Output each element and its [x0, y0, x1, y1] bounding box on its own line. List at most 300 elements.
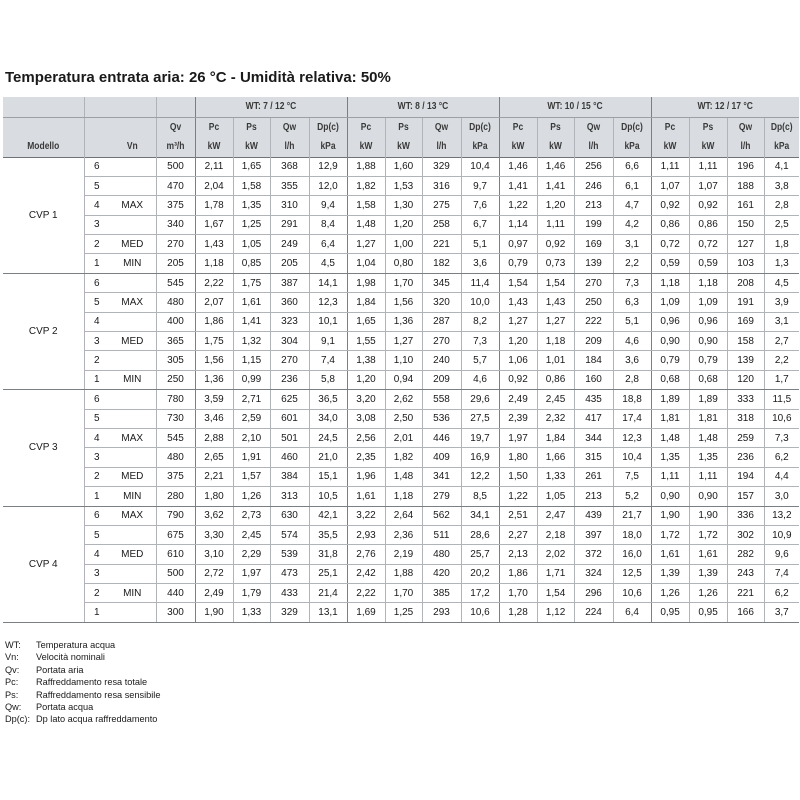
data-cell: 3,9 [764, 293, 799, 312]
table-row [3, 312, 799, 331]
data-cell: 3,30 [195, 525, 233, 544]
data-cell: 160 [574, 370, 613, 389]
header-group-row [3, 97, 799, 117]
data-cell: 1,11 [651, 157, 689, 176]
data-cell: 1,20 [537, 196, 574, 215]
data-cell: 240 [422, 351, 461, 370]
data-cell: 139 [727, 351, 764, 370]
table-row [3, 235, 799, 254]
data-cell: 1,27 [385, 332, 422, 351]
data-cell: 2,7 [764, 332, 799, 351]
vn-label: MED [109, 545, 156, 564]
data-cell: 1,70 [385, 584, 422, 603]
speed-step: 1 [84, 370, 109, 389]
data-cell: 5,7 [461, 351, 499, 370]
data-cell: 3,6 [461, 254, 499, 273]
ps-col-header: kW [388, 137, 419, 157]
pc-col-header: Pc [654, 117, 686, 137]
data-cell: 18,0 [613, 525, 651, 544]
legend-item [5, 689, 160, 701]
data-cell: 7,5 [613, 467, 651, 486]
data-cell: 0,79 [499, 254, 537, 273]
data-cell: 329 [270, 603, 309, 622]
ps-col-header: Ps [692, 117, 724, 137]
data-cell: 0,94 [385, 370, 422, 389]
pc-col-header: kW [502, 137, 534, 157]
vn-col-header: Vn [126, 141, 138, 153]
data-cell: 7,4 [309, 351, 347, 370]
wt-group-header: WT: 8 / 13 °C [358, 97, 487, 117]
data-cell: 480 [422, 545, 461, 564]
vn-label [109, 564, 156, 583]
data-cell: 12,5 [613, 564, 651, 583]
vn-label: MED [109, 235, 156, 254]
data-cell: 221 [727, 584, 764, 603]
data-cell: 435 [574, 390, 613, 409]
legend-text: Raffreddamento resa totale [36, 677, 148, 688]
speed-step: 4 [84, 196, 109, 215]
speed-step: 2 [84, 351, 109, 370]
vn-label [109, 273, 156, 292]
data-cell: 1,27 [499, 312, 537, 331]
data-cell: 336 [727, 506, 764, 525]
data-cell: 243 [727, 564, 764, 583]
data-cell: 4,4 [764, 467, 799, 486]
data-cell: 2,01 [385, 428, 422, 447]
data-cell: 1,18 [537, 332, 574, 351]
speed-step: 4 [84, 545, 109, 564]
data-cell: 2,64 [385, 506, 422, 525]
data-cell: 1,25 [385, 603, 422, 622]
data-cell: 169 [727, 312, 764, 331]
data-cell: 6,2 [764, 584, 799, 603]
table-row [3, 428, 799, 447]
dp-col-header: Dp(c) [312, 117, 344, 137]
data-cell: 460 [270, 448, 309, 467]
data-cell: 11,4 [461, 273, 499, 292]
vn-label: MAX [109, 196, 156, 215]
data-cell: 315 [574, 448, 613, 467]
data-cell: 194 [727, 467, 764, 486]
table-header [3, 97, 799, 157]
vn-label: MIN [109, 370, 156, 389]
data-cell: 127 [727, 235, 764, 254]
data-cell: 2,2 [764, 351, 799, 370]
qw-col-header: l/h [273, 137, 306, 157]
data-cell: 1,48 [651, 428, 689, 447]
data-cell: 1,01 [537, 351, 574, 370]
data-cell: 1,55 [347, 332, 385, 351]
data-cell: 1,35 [689, 448, 727, 467]
data-cell: 2,13 [499, 545, 537, 564]
data-cell: 270 [574, 273, 613, 292]
data-cell: 6,7 [461, 215, 499, 234]
data-cell: 3,6 [613, 351, 651, 370]
data-cell: 345 [422, 273, 461, 292]
data-cell: 473 [270, 564, 309, 583]
data-cell: 0,85 [233, 254, 270, 273]
speed-step: 3 [84, 332, 109, 351]
data-cell: 1,18 [385, 487, 422, 506]
data-cell: 2,72 [195, 564, 233, 583]
data-cell: 213 [574, 196, 613, 215]
data-cell: 1,07 [651, 176, 689, 195]
data-cell: 1,05 [233, 235, 270, 254]
data-cell: 1,41 [499, 176, 537, 195]
data-cell: 1,97 [233, 564, 270, 583]
data-cell: 1,11 [689, 467, 727, 486]
data-cell: 1,88 [347, 157, 385, 176]
data-cell: 0,90 [651, 487, 689, 506]
data-cell: 417 [574, 409, 613, 428]
data-cell: 17,4 [613, 409, 651, 428]
vn-col-header [113, 117, 153, 137]
data-cell: 304 [270, 332, 309, 351]
data-cell: 1,30 [385, 196, 422, 215]
data-cell: 1,71 [537, 564, 574, 583]
data-cell: 0,86 [537, 370, 574, 389]
data-cell: 0,92 [689, 196, 727, 215]
data-cell: 2,49 [195, 584, 233, 603]
data-cell: 15,1 [309, 467, 347, 486]
data-cell: 318 [727, 409, 764, 428]
data-cell: 1,00 [385, 235, 422, 254]
data-cell: 8,2 [461, 312, 499, 331]
ps-col-header: Ps [540, 117, 571, 137]
data-cell: 1,72 [651, 525, 689, 544]
data-cell: 1,58 [233, 176, 270, 195]
data-cell: 1,58 [347, 196, 385, 215]
data-cell: 1,39 [651, 564, 689, 583]
data-cell: 5,8 [309, 370, 347, 389]
table-row [3, 409, 799, 428]
header-unit-row [3, 137, 799, 157]
data-cell: 2,22 [347, 584, 385, 603]
speed-step: 5 [84, 525, 109, 544]
model-name: CVP 1 [3, 157, 84, 273]
data-cell: 1,09 [651, 293, 689, 312]
data-cell: 161 [727, 196, 764, 215]
data-cell: 6,4 [613, 603, 651, 622]
data-cell: 1,67 [195, 215, 233, 234]
data-cell: 1,84 [537, 428, 574, 447]
data-cell: 1,18 [651, 273, 689, 292]
data-cell: 287 [422, 312, 461, 331]
vn-label [109, 351, 156, 370]
qw-col-header: Qw [425, 117, 458, 137]
data-cell: 8,4 [309, 215, 347, 234]
data-cell: 29,6 [461, 390, 499, 409]
vn-label [109, 390, 156, 409]
data-cell: 1,70 [385, 273, 422, 292]
legend-text: Dp lato acqua raffreddamento [36, 714, 158, 725]
data-cell: 1,04 [347, 254, 385, 273]
data-cell: 275 [422, 196, 461, 215]
ps-col-header: Ps [236, 117, 267, 137]
data-cell: 246 [574, 176, 613, 195]
data-cell: 360 [270, 293, 309, 312]
data-cell: 2,42 [347, 564, 385, 583]
pc-col-header: kW [198, 137, 230, 157]
data-cell: 2,49 [499, 390, 537, 409]
qv-value: 780 [156, 390, 195, 409]
data-cell: 385 [422, 584, 461, 603]
data-cell: 249 [270, 235, 309, 254]
model-name: CVP 2 [3, 273, 84, 389]
qv-value: 250 [156, 370, 195, 389]
pc-col-header: Pc [502, 117, 534, 137]
data-cell: 1,54 [537, 584, 574, 603]
data-cell: 256 [574, 157, 613, 176]
data-cell: 1,35 [651, 448, 689, 467]
data-cell: 1,80 [195, 487, 233, 506]
data-cell: 1,43 [499, 293, 537, 312]
data-cell: 1,26 [651, 584, 689, 603]
data-cell: 0,96 [689, 312, 727, 331]
data-cell: 1,20 [385, 215, 422, 234]
data-cell: 1,18 [195, 254, 233, 273]
data-cell: 539 [270, 545, 309, 564]
data-cell: 5,1 [613, 312, 651, 331]
data-cell: 433 [270, 584, 309, 603]
data-cell: 1,78 [195, 196, 233, 215]
n-col-header [86, 117, 107, 137]
table-row [3, 564, 799, 583]
data-cell: 1,69 [347, 603, 385, 622]
data-cell: 1,18 [689, 273, 727, 292]
legend-key: Dp(c): [5, 714, 31, 725]
data-cell: 2,11 [195, 157, 233, 176]
speed-step: 3 [84, 448, 109, 467]
data-cell: 2,19 [385, 545, 422, 564]
qv-value: 675 [156, 525, 195, 544]
data-cell: 34,1 [461, 506, 499, 525]
data-cell: 1,12 [537, 603, 574, 622]
data-cell: 4,5 [764, 273, 799, 292]
data-cell: 409 [422, 448, 461, 467]
qv-col-header: m³/h [159, 137, 192, 157]
data-cell: 191 [727, 293, 764, 312]
legend-text: Velocità nominali [36, 652, 105, 663]
table-row [3, 215, 799, 234]
data-cell: 2,62 [385, 390, 422, 409]
data-cell: 4,7 [613, 196, 651, 215]
speed-step: 6 [84, 390, 109, 409]
data-cell: 329 [422, 157, 461, 176]
data-cell: 341 [422, 467, 461, 486]
data-cell: 18,8 [613, 390, 651, 409]
data-cell: 12,9 [309, 157, 347, 176]
data-cell: 1,06 [499, 351, 537, 370]
n-col-header [86, 137, 107, 157]
data-cell: 9,1 [309, 332, 347, 351]
speed-step: 2 [84, 467, 109, 486]
data-cell: 562 [422, 506, 461, 525]
data-cell: 1,11 [689, 157, 727, 176]
data-cell: 1,61 [651, 545, 689, 564]
qv-value: 305 [156, 351, 195, 370]
qv-value: 375 [156, 196, 195, 215]
data-cell: 7,4 [764, 564, 799, 583]
table-row [3, 351, 799, 370]
data-cell: 1,36 [195, 370, 233, 389]
speed-step: 5 [84, 176, 109, 195]
table-row [3, 332, 799, 351]
speed-step: 5 [84, 293, 109, 312]
qv-value: 440 [156, 584, 195, 603]
data-cell: 0,96 [651, 312, 689, 331]
data-cell: 324 [574, 564, 613, 583]
qv-value: 610 [156, 545, 195, 564]
data-cell: 601 [270, 409, 309, 428]
wt-group-header: WT: 7 / 12 °C [206, 97, 335, 117]
page-title: Temperatura entrata aria: 26 °C - Umidità relativa: 50% [5, 69, 391, 86]
data-cell: 205 [270, 254, 309, 273]
data-cell: 1,15 [233, 351, 270, 370]
data-cell: 1,97 [499, 428, 537, 447]
qv-col-header: Qv [159, 117, 192, 137]
data-cell: 1,89 [651, 390, 689, 409]
wt-group-header: WT: 12 / 17 °C [662, 97, 788, 117]
data-cell: 2,10 [233, 428, 270, 447]
data-cell: 7,6 [461, 196, 499, 215]
data-cell: 1,43 [537, 293, 574, 312]
qw-col-header: l/h [730, 137, 761, 157]
data-cell: 1,27 [347, 235, 385, 254]
data-cell: 188 [727, 176, 764, 195]
data-cell: 2,73 [233, 506, 270, 525]
data-cell: 1,57 [233, 467, 270, 486]
data-cell: 3,46 [195, 409, 233, 428]
data-cell: 1,46 [499, 157, 537, 176]
data-cell: 1,48 [385, 467, 422, 486]
model-name: CVP 3 [3, 390, 84, 506]
data-cell: 20,2 [461, 564, 499, 583]
vn-label: MAX [109, 428, 156, 447]
dp-col-header: kPa [616, 137, 648, 157]
dp-col-header: Dp(c) [616, 117, 648, 137]
qv-value: 790 [156, 506, 195, 525]
data-cell: 1,86 [195, 312, 233, 331]
legend-item [5, 676, 160, 688]
data-cell: 0,68 [651, 370, 689, 389]
data-cell: 4,6 [461, 370, 499, 389]
data-cell: 2,59 [233, 409, 270, 428]
vn-label [109, 157, 156, 176]
data-cell: 1,11 [651, 467, 689, 486]
qw-col-header: l/h [425, 137, 458, 157]
data-cell: 4,1 [764, 157, 799, 176]
data-cell: 17,2 [461, 584, 499, 603]
data-cell: 12,3 [613, 428, 651, 447]
data-cell: 34,0 [309, 409, 347, 428]
data-cell: 2,50 [385, 409, 422, 428]
data-cell: 2,02 [537, 545, 574, 564]
table-row [3, 467, 799, 486]
ps-col-header: Ps [388, 117, 419, 137]
data-cell: 2,8 [764, 196, 799, 215]
data-cell: 1,25 [233, 215, 270, 234]
data-cell: 2,07 [195, 293, 233, 312]
data-cell: 250 [574, 293, 613, 312]
data-cell: 511 [422, 525, 461, 544]
data-cell: 3,22 [347, 506, 385, 525]
model-name: CVP 4 [3, 506, 84, 622]
data-cell: 1,75 [195, 332, 233, 351]
qv-value: 270 [156, 235, 195, 254]
pc-col-header: kW [654, 137, 686, 157]
qw-col-header: Qw [273, 117, 306, 137]
legend-key: Pc: [5, 677, 19, 688]
legend [5, 639, 160, 726]
data-cell: 3,8 [764, 176, 799, 195]
data-cell: 0,86 [651, 215, 689, 234]
data-cell: 1,39 [689, 564, 727, 583]
speed-step: 3 [84, 564, 109, 583]
data-cell: 236 [727, 448, 764, 467]
qv-value: 205 [156, 254, 195, 273]
data-cell: 36,5 [309, 390, 347, 409]
data-cell: 558 [422, 390, 461, 409]
vn-label: MAX [109, 506, 156, 525]
legend-text: Raffreddamento resa sensibile [36, 689, 161, 700]
data-cell: 9,4 [309, 196, 347, 215]
data-cell: 2,56 [347, 428, 385, 447]
qv-value: 480 [156, 293, 195, 312]
modello-col-header [9, 117, 78, 137]
data-cell: 3,08 [347, 409, 385, 428]
vn-label: MIN [109, 254, 156, 273]
data-cell: 10,6 [764, 409, 799, 428]
data-cell: 1,05 [537, 487, 574, 506]
data-cell: 221 [422, 235, 461, 254]
data-cell: 1,88 [385, 564, 422, 583]
data-cell: 333 [727, 390, 764, 409]
data-cell: 1,82 [347, 176, 385, 195]
legend-key: WT: [5, 640, 21, 650]
table-row [3, 448, 799, 467]
data-cell: 222 [574, 312, 613, 331]
data-cell: 21,0 [309, 448, 347, 467]
data-cell: 2,51 [499, 506, 537, 525]
data-cell: 2,45 [233, 525, 270, 544]
data-cell: 224 [574, 603, 613, 622]
data-cell: 1,54 [499, 273, 537, 292]
data-cell: 1,33 [537, 467, 574, 486]
data-cell: 13,2 [764, 506, 799, 525]
speed-step: 2 [84, 584, 109, 603]
data-cell: 368 [270, 157, 309, 176]
table-row [3, 293, 799, 312]
data-cell: 1,35 [233, 196, 270, 215]
data-cell: 1,20 [499, 332, 537, 351]
ps-col-header: kW [692, 137, 724, 157]
data-cell: 2,21 [195, 467, 233, 486]
data-cell: 1,07 [689, 176, 727, 195]
data-cell: 6,3 [613, 293, 651, 312]
data-cell: 1,14 [499, 215, 537, 234]
dp-col-header: Dp(c) [767, 117, 797, 137]
data-cell: 2,93 [347, 525, 385, 544]
qv-value: 545 [156, 273, 195, 292]
vn-label: MIN [109, 584, 156, 603]
data-cell: 1,10 [385, 351, 422, 370]
data-cell: 0,95 [651, 603, 689, 622]
data-cell: 0,97 [499, 235, 537, 254]
legend-text: Temperatura acqua [36, 640, 116, 650]
vn-label [109, 176, 156, 195]
legend-key: Ps: [5, 689, 19, 700]
